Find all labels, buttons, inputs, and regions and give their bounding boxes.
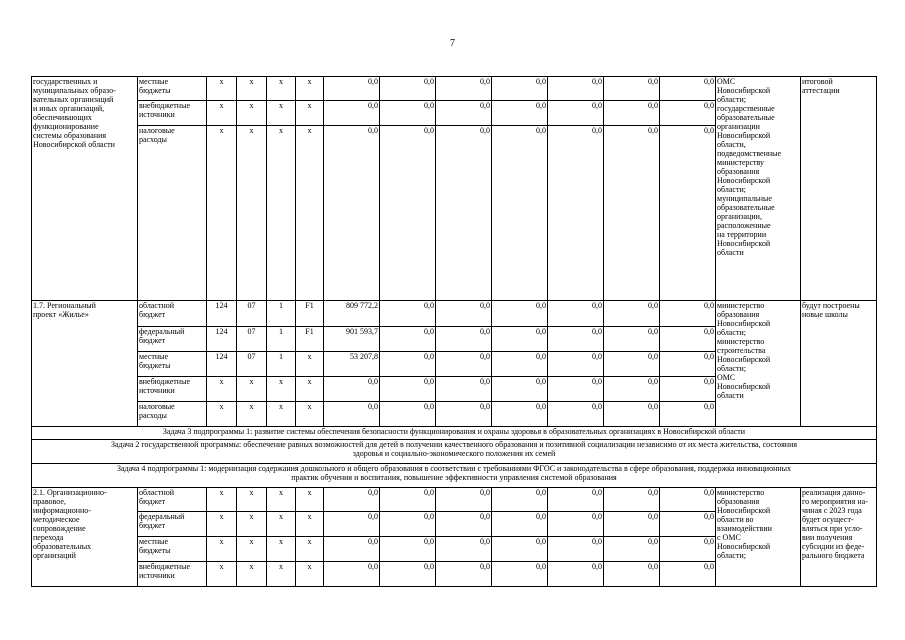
text-line: организаций bbox=[33, 551, 76, 560]
amount-cell: 0,0 bbox=[324, 101, 380, 126]
budget-code-cell: x bbox=[296, 488, 324, 512]
text-line: министерству bbox=[717, 158, 765, 167]
budget-code-cell: x bbox=[296, 352, 324, 377]
budget-code-cell: x bbox=[207, 562, 237, 587]
amount-cell: 0,0 bbox=[604, 512, 660, 537]
amount-cell: 0,0 bbox=[548, 352, 604, 377]
text-line: расходы bbox=[139, 411, 167, 420]
amount-cell: 0,0 bbox=[436, 377, 492, 402]
amount-cell: 0,0 bbox=[604, 327, 660, 352]
amount-cell: 0,0 bbox=[604, 537, 660, 562]
budget-code-cell: x bbox=[237, 402, 267, 427]
budget-code-cell: x bbox=[237, 377, 267, 402]
amount-cell: 0,0 bbox=[548, 512, 604, 537]
executor-cell bbox=[716, 77, 801, 301]
text-line: бюджеты bbox=[139, 361, 171, 370]
amount-cell: 0,0 bbox=[380, 377, 436, 402]
budget-code-cell: x bbox=[207, 77, 237, 101]
budget-code-cell: x bbox=[296, 377, 324, 402]
text-line: взаимодействии bbox=[717, 524, 772, 533]
budget-code-cell: x bbox=[207, 537, 237, 562]
text-line: организации bbox=[717, 122, 760, 131]
expected-result-cell bbox=[801, 77, 877, 301]
text-line: Новосибирской bbox=[717, 239, 771, 248]
amount-cell: 0,0 bbox=[548, 77, 604, 101]
funding-source-cell bbox=[138, 327, 207, 352]
budget-code-cell: 1 bbox=[267, 327, 296, 352]
amount-cell: 0,0 bbox=[492, 126, 548, 301]
text-line: внебюджетные bbox=[139, 562, 190, 571]
text-line: областной bbox=[139, 488, 175, 497]
text-line: 2.1. Организационно- bbox=[33, 488, 107, 497]
budget-code-cell: x bbox=[207, 377, 237, 402]
text-line: Новосибирской bbox=[717, 382, 771, 391]
text-line: ОМС bbox=[717, 77, 736, 86]
text-line: расходы bbox=[139, 135, 167, 144]
text-line: Новосибирской bbox=[717, 542, 771, 551]
amount-cell: 0,0 bbox=[548, 377, 604, 402]
text-line: организации, bbox=[717, 212, 762, 221]
text-line: государственных и bbox=[33, 77, 98, 86]
amount-cell: 0,0 bbox=[380, 537, 436, 562]
text-line: области; bbox=[717, 551, 746, 560]
text-line: бюджет bbox=[139, 521, 166, 530]
text-line: области bbox=[717, 248, 744, 257]
budget-code-cell: x bbox=[267, 488, 296, 512]
expected-result-cell bbox=[801, 301, 877, 427]
budget-code-cell: x bbox=[267, 126, 296, 301]
budget-code-cell: x bbox=[237, 512, 267, 537]
amount-cell: 0,0 bbox=[380, 352, 436, 377]
budget-code-cell: 124 bbox=[207, 352, 237, 377]
text-line: внебюджетные bbox=[139, 377, 190, 386]
text-line: субсидии из феде- bbox=[802, 542, 865, 551]
text-line: источники bbox=[139, 571, 175, 580]
amount-cell: 0,0 bbox=[660, 126, 716, 301]
text-line: источники bbox=[139, 386, 175, 395]
amount-cell: 0,0 bbox=[492, 402, 548, 427]
amount-cell: 0,0 bbox=[324, 126, 380, 301]
amount-cell: 0,0 bbox=[604, 301, 660, 327]
amount-cell: 0,0 bbox=[492, 101, 548, 126]
text-line: бюджеты bbox=[139, 546, 171, 555]
budget-code-cell: F1 bbox=[296, 327, 324, 352]
text-line: чиная с 2023 года bbox=[802, 506, 862, 515]
budget-code-cell: x bbox=[207, 402, 237, 427]
text-line: Новосибирской bbox=[717, 176, 771, 185]
budget-code-cell: x bbox=[237, 101, 267, 126]
text-line: вляться при усло- bbox=[802, 524, 863, 533]
amount-cell: 0,0 bbox=[380, 126, 436, 301]
budget-code-cell: 07 bbox=[237, 301, 267, 327]
funding-source-cell bbox=[138, 402, 207, 427]
text-line: новые школы bbox=[802, 310, 848, 319]
page-number: 7 bbox=[450, 38, 455, 49]
amount-cell: 0,0 bbox=[492, 327, 548, 352]
amount-cell: 0,0 bbox=[660, 537, 716, 562]
budget-code-cell: 1 bbox=[267, 301, 296, 327]
amount-cell: 0,0 bbox=[548, 301, 604, 327]
amount-cell: 0,0 bbox=[604, 488, 660, 512]
amount-cell: 0,0 bbox=[380, 101, 436, 126]
text-line: расположенные bbox=[717, 221, 771, 230]
amount-cell: 0,0 bbox=[604, 377, 660, 402]
amount-cell: 0,0 bbox=[660, 402, 716, 427]
amount-cell: 0,0 bbox=[660, 301, 716, 327]
funding-source-cell bbox=[138, 126, 207, 301]
text-line: итоговой bbox=[802, 77, 833, 86]
budget-code-cell: x bbox=[296, 402, 324, 427]
funding-source-cell bbox=[138, 488, 207, 512]
funding-source-cell bbox=[138, 101, 207, 126]
text-line: с ОМС bbox=[717, 533, 741, 542]
budget-code-cell: x bbox=[296, 512, 324, 537]
text-line: реализация данно- bbox=[802, 488, 866, 497]
text-line: Новосибирской bbox=[717, 319, 771, 328]
text-line: го мероприятия на- bbox=[802, 497, 868, 506]
table-row bbox=[32, 77, 877, 101]
text-line: местные bbox=[139, 77, 169, 86]
budget-code-cell: 124 bbox=[207, 327, 237, 352]
budget-code-cell: x bbox=[207, 512, 237, 537]
amount-cell: 0,0 bbox=[492, 77, 548, 101]
amount-cell: 0,0 bbox=[324, 488, 380, 512]
text-line: будут построены bbox=[802, 301, 860, 310]
amount-cell: 0,0 bbox=[436, 512, 492, 537]
amount-cell: 0,0 bbox=[492, 512, 548, 537]
text-line: образовательные bbox=[717, 113, 775, 122]
text-line: образования bbox=[717, 497, 760, 506]
text-line: области; bbox=[717, 328, 746, 337]
text-line: вии получения bbox=[802, 533, 853, 542]
task-heading-cell bbox=[32, 464, 877, 488]
text-line: Новосибирской bbox=[717, 131, 771, 140]
amount-cell: 0,0 bbox=[324, 77, 380, 101]
text-line: области во bbox=[717, 515, 754, 524]
budget-code-cell: x bbox=[296, 126, 324, 301]
amount-cell: 0,0 bbox=[380, 562, 436, 587]
text-line: подведомственные bbox=[717, 149, 782, 158]
text-line: муниципальных образо- bbox=[33, 86, 116, 95]
text-line: практик обучения и воспитания, повышение эффективности управления системой образования bbox=[291, 473, 617, 482]
amount-cell: 0,0 bbox=[548, 126, 604, 301]
text-line: здоровья и социально-экономического положения их семей bbox=[352, 449, 556, 458]
amount-cell: 0,0 bbox=[604, 562, 660, 587]
text-line: местные bbox=[139, 352, 169, 361]
measure-name-cell bbox=[32, 488, 138, 587]
amount-cell: 0,0 bbox=[436, 77, 492, 101]
amount-cell: 0,0 bbox=[436, 327, 492, 352]
amount-cell: 0,0 bbox=[436, 101, 492, 126]
budget-code-cell: x bbox=[267, 562, 296, 587]
amount-cell: 0,0 bbox=[492, 562, 548, 587]
text-line: областной bbox=[139, 301, 175, 310]
program-table bbox=[31, 76, 877, 587]
budget-code-cell: x bbox=[296, 537, 324, 562]
amount-cell: 0,0 bbox=[436, 562, 492, 587]
table-row bbox=[32, 301, 877, 327]
table-row bbox=[32, 488, 877, 512]
amount-cell: 0,0 bbox=[548, 101, 604, 126]
amount-cell: 0,0 bbox=[492, 301, 548, 327]
budget-code-cell: x bbox=[267, 537, 296, 562]
text-line: области; bbox=[717, 185, 746, 194]
text-line: правовое, bbox=[33, 497, 66, 506]
amount-cell: 0,0 bbox=[548, 562, 604, 587]
amount-cell: 0,0 bbox=[604, 126, 660, 301]
text-line: налоговые bbox=[139, 126, 175, 135]
text-line: местные bbox=[139, 537, 169, 546]
budget-code-cell: F1 bbox=[296, 301, 324, 327]
text-line: федеральный bbox=[139, 512, 185, 521]
text-line: Задача 4 подпрограммы 1: модернизация содержания дошкольного и общего образования в соответствии с требованиями ФГОС и законодательства в сфере образования, поддержка инновационных bbox=[116, 464, 792, 473]
budget-code-cell: x bbox=[207, 101, 237, 126]
amount-cell: 0,0 bbox=[324, 512, 380, 537]
text-line: федеральный bbox=[139, 327, 185, 336]
amount-cell: 0,0 bbox=[660, 562, 716, 587]
amount-cell: 809 772,2 bbox=[324, 301, 380, 327]
funding-source-cell bbox=[138, 377, 207, 402]
text-line: строительства bbox=[717, 346, 766, 355]
text-line: образования bbox=[717, 167, 760, 176]
budget-code-cell: x bbox=[237, 77, 267, 101]
text-line: бюджет bbox=[139, 336, 166, 345]
task-heading-cell bbox=[32, 440, 877, 464]
amount-cell: 0,0 bbox=[380, 301, 436, 327]
amount-cell: 0,0 bbox=[492, 537, 548, 562]
text-line: функционирование bbox=[33, 122, 99, 131]
text-line: министерство bbox=[717, 337, 765, 346]
task-row bbox=[32, 440, 877, 464]
text-line: перехода bbox=[33, 533, 64, 542]
amount-cell: 0,0 bbox=[604, 402, 660, 427]
task-row bbox=[32, 427, 877, 440]
text-line: образования bbox=[717, 310, 760, 319]
budget-code-cell: x bbox=[207, 488, 237, 512]
amount-cell: 0,0 bbox=[660, 512, 716, 537]
budget-code-cell: x bbox=[267, 512, 296, 537]
amount-cell: 0,0 bbox=[660, 377, 716, 402]
amount-cell: 0,0 bbox=[604, 77, 660, 101]
budget-code-cell: x bbox=[267, 377, 296, 402]
text-line: области; bbox=[717, 364, 746, 373]
funding-source-cell bbox=[138, 301, 207, 327]
text-line: информационно- bbox=[33, 506, 91, 515]
amount-cell: 0,0 bbox=[324, 377, 380, 402]
budget-code-cell: x bbox=[267, 101, 296, 126]
amount-cell: 0,0 bbox=[548, 402, 604, 427]
measure-name-cell bbox=[32, 301, 138, 427]
text-line: Новосибирской bbox=[717, 355, 771, 364]
budget-code-cell: x bbox=[237, 537, 267, 562]
amount-cell: 0,0 bbox=[380, 488, 436, 512]
text-line: на территории bbox=[717, 230, 767, 239]
text-line: ОМС bbox=[717, 373, 736, 382]
budget-code-cell: x bbox=[237, 488, 267, 512]
amount-cell: 0,0 bbox=[324, 402, 380, 427]
amount-cell: 0,0 bbox=[436, 537, 492, 562]
text-line: Задача 3 подпрограммы 1: развитие системы обеспечения безопасности функционирования и охраны здоровья в образовательных организациях в Новосибирской области bbox=[162, 427, 746, 436]
text-line: и иных организаций, bbox=[33, 104, 105, 113]
budget-code-cell: 124 bbox=[207, 301, 237, 327]
amount-cell: 0,0 bbox=[324, 562, 380, 587]
amount-cell: 0,0 bbox=[660, 101, 716, 126]
text-line: налоговые bbox=[139, 402, 175, 411]
executor-cell bbox=[716, 488, 801, 587]
amount-cell: 0,0 bbox=[548, 488, 604, 512]
task-heading-cell bbox=[32, 427, 877, 440]
amount-cell: 0,0 bbox=[380, 77, 436, 101]
text-line: бюджет bbox=[139, 310, 166, 319]
amount-cell: 0,0 bbox=[492, 352, 548, 377]
amount-cell: 901 593,7 bbox=[324, 327, 380, 352]
text-line: муниципальные bbox=[717, 194, 772, 203]
amount-cell: 0,0 bbox=[660, 352, 716, 377]
amount-cell: 0,0 bbox=[660, 488, 716, 512]
funding-source-cell bbox=[138, 77, 207, 101]
text-line: методическое bbox=[33, 515, 80, 524]
text-line: бюджеты bbox=[139, 86, 171, 95]
text-line: будет осущест- bbox=[802, 515, 854, 524]
funding-source-cell bbox=[138, 512, 207, 537]
text-line: системы образования bbox=[33, 131, 107, 140]
text-line: рального бюджета bbox=[802, 551, 865, 560]
budget-code-cell: x bbox=[237, 562, 267, 587]
executor-cell bbox=[716, 301, 801, 427]
amount-cell: 0,0 bbox=[380, 327, 436, 352]
amount-cell: 0,0 bbox=[492, 488, 548, 512]
amount-cell: 53 207,8 bbox=[324, 352, 380, 377]
amount-cell: 0,0 bbox=[604, 101, 660, 126]
text-line: Новосибирской области bbox=[33, 140, 115, 149]
budget-code-cell: x bbox=[296, 77, 324, 101]
text-line: образовательные bbox=[717, 203, 775, 212]
text-line: образовательных bbox=[33, 542, 92, 551]
budget-code-cell: 1 bbox=[267, 352, 296, 377]
text-line: Новосибирской bbox=[717, 86, 771, 95]
amount-cell: 0,0 bbox=[548, 327, 604, 352]
text-line: проект «Жилье» bbox=[33, 310, 89, 319]
text-line: внебюджетные bbox=[139, 101, 190, 110]
text-line: обеспечивающих bbox=[33, 113, 92, 122]
text-line: сопровождение bbox=[33, 524, 86, 533]
text-line: аттестации bbox=[802, 86, 840, 95]
text-line: Новосибирской bbox=[717, 506, 771, 515]
budget-code-cell: x bbox=[296, 562, 324, 587]
text-line: вательных организаций bbox=[33, 95, 114, 104]
budget-code-cell: x bbox=[207, 126, 237, 301]
measure-name-cell bbox=[32, 77, 138, 301]
budget-code-cell: x bbox=[237, 126, 267, 301]
amount-cell: 0,0 bbox=[492, 377, 548, 402]
task-row bbox=[32, 464, 877, 488]
budget-code-cell: 07 bbox=[237, 327, 267, 352]
text-line: области; bbox=[717, 95, 746, 104]
amount-cell: 0,0 bbox=[604, 352, 660, 377]
budget-code-cell: x bbox=[267, 402, 296, 427]
text-line: Задача 2 государственной программы: обеспечение равных возможностей для детей в получении качественного образования и позитивной социализации независимо от их места жительства, состояния bbox=[110, 440, 798, 449]
amount-cell: 0,0 bbox=[660, 77, 716, 101]
expected-result-cell bbox=[801, 488, 877, 587]
text-line: государственные bbox=[717, 104, 775, 113]
funding-source-cell bbox=[138, 562, 207, 587]
amount-cell: 0,0 bbox=[436, 488, 492, 512]
budget-code-cell: 07 bbox=[237, 352, 267, 377]
amount-cell: 0,0 bbox=[436, 126, 492, 301]
amount-cell: 0,0 bbox=[660, 327, 716, 352]
amount-cell: 0,0 bbox=[548, 537, 604, 562]
text-line: министерство bbox=[717, 301, 765, 310]
text-line: области, bbox=[717, 140, 746, 149]
amount-cell: 0,0 bbox=[324, 537, 380, 562]
amount-cell: 0,0 bbox=[436, 352, 492, 377]
text-line: области bbox=[717, 391, 744, 400]
budget-code-cell: x bbox=[267, 77, 296, 101]
budget-code-cell: x bbox=[296, 101, 324, 126]
funding-source-cell bbox=[138, 352, 207, 377]
amount-cell: 0,0 bbox=[380, 512, 436, 537]
amount-cell: 0,0 bbox=[436, 402, 492, 427]
text-line: источники bbox=[139, 110, 175, 119]
amount-cell: 0,0 bbox=[436, 301, 492, 327]
text-line: бюджет bbox=[139, 497, 166, 506]
funding-source-cell bbox=[138, 537, 207, 562]
text-line: 1.7. Региональный bbox=[33, 301, 96, 310]
amount-cell: 0,0 bbox=[380, 402, 436, 427]
text-line: министерство bbox=[717, 488, 765, 497]
